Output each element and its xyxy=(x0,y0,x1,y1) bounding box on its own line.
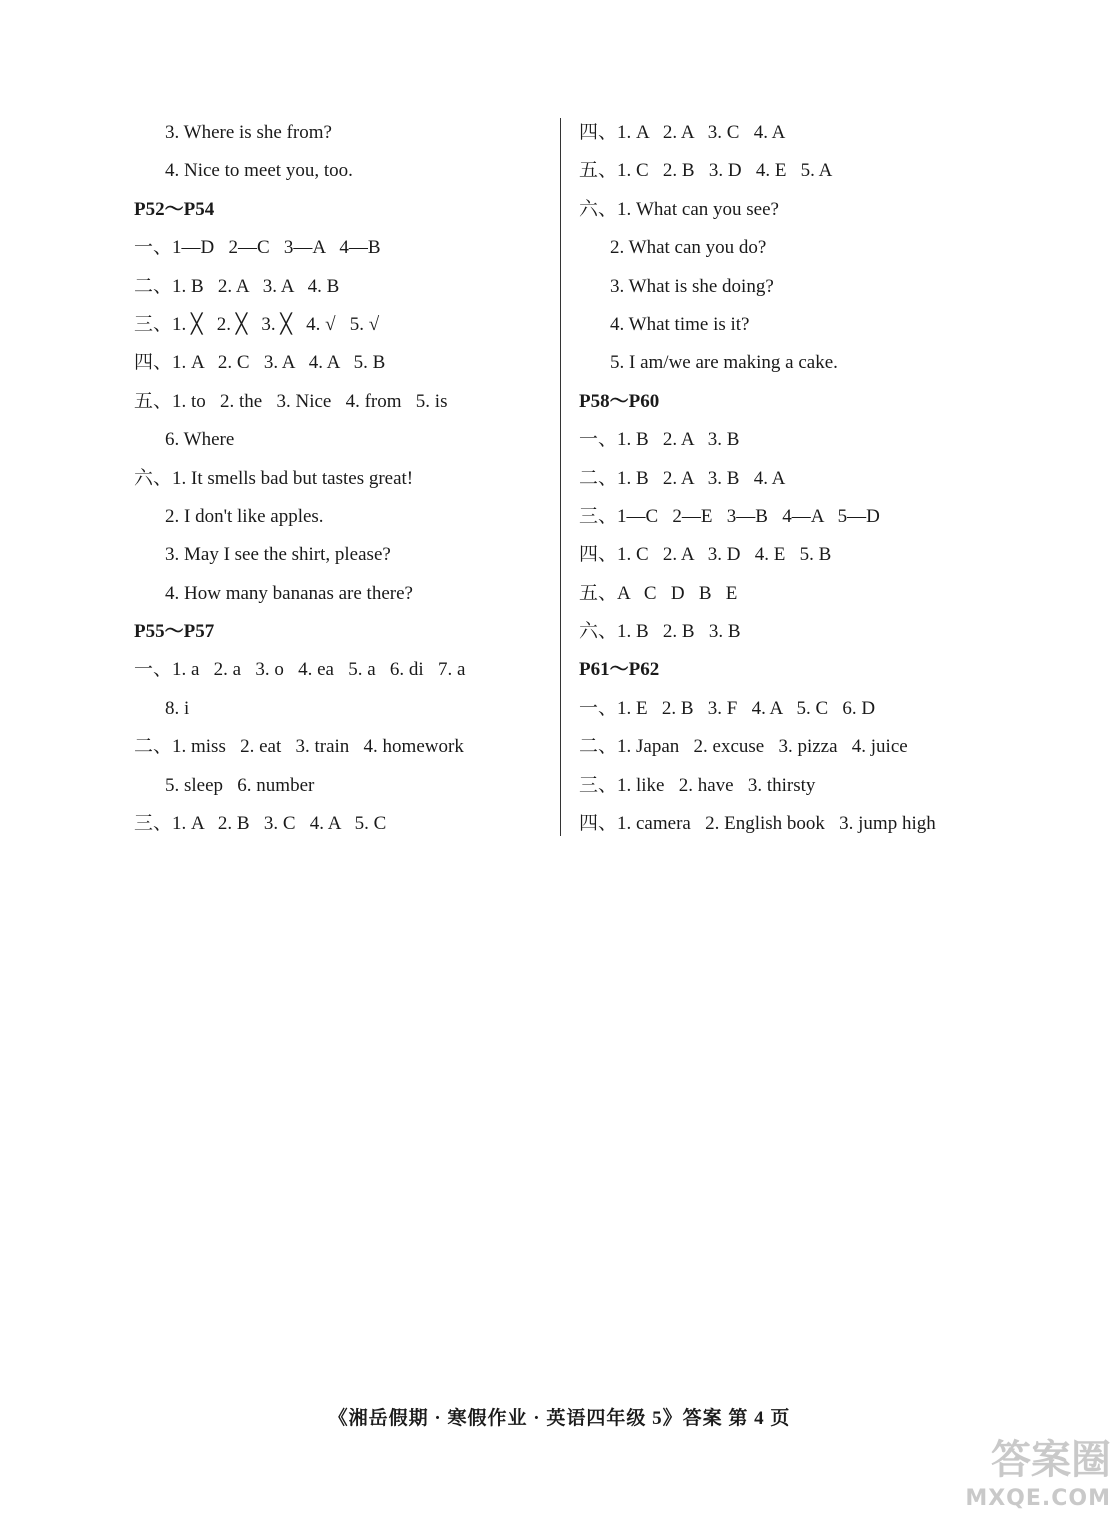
page-footer: 《湘岳假期 · 寒假作业 · 英语四年级 5》答案 第 4 页 xyxy=(328,1408,791,1429)
answer-line: 2. I don't like apples. xyxy=(165,505,324,527)
watermark-logo xyxy=(961,1434,1111,1530)
answer-line: 8. i xyxy=(165,697,190,719)
answer-line: 5. sleep 6. number xyxy=(165,774,315,796)
section-heading: P52～P54 xyxy=(134,198,215,220)
answer-line: 六、1. It smells bad but tastes great! xyxy=(134,467,414,489)
answer-line: 2. What can you do? xyxy=(610,237,767,259)
answer-line: 一、1—D 2—C 3—A 4—B xyxy=(134,237,381,259)
section-heading: P55～P57 xyxy=(134,621,215,643)
answer-line: 三、1—C 2—E 3—B 4—A 5—D xyxy=(579,505,880,527)
watermark-logo-url: MXQE.COM xyxy=(965,1486,1111,1511)
answer-line: 5. I am/we are making a cake. xyxy=(610,352,838,374)
answer-line: 4. How many bananas are there? xyxy=(165,582,413,604)
answer-line: 六、1. What can you see? xyxy=(579,198,779,220)
answer-line: 五、1. to 2. the 3. Nice 4. from 5. is xyxy=(134,390,448,412)
answer-line: 3. Where is she from? xyxy=(165,122,332,143)
answer-line: 五、1. C 2. B 3. D 4. E 5. A xyxy=(579,160,833,182)
answer-line: 4. Nice to meet you, too. xyxy=(165,160,353,182)
answer-line: 二、1. Japan 2. excuse 3. pizza 4. juice xyxy=(579,736,908,758)
column-divider xyxy=(560,118,561,836)
answer-line: 二、1. B 2. A 3. B 4. A xyxy=(579,467,786,489)
answer-line: 4. What time is it? xyxy=(610,313,750,335)
left-column xyxy=(134,114,544,843)
watermark-logo-text: 答案圈 xyxy=(991,1437,1111,1483)
answer-line: 二、1. miss 2. eat 3. train 4. homework xyxy=(134,736,464,758)
answer-line: 六、1. B 2. B 3. B xyxy=(579,621,741,643)
answer-line: 四、1. camera 2. English book 3. jump high xyxy=(579,813,936,835)
answer-line: 四、1. A 2. A 3. C 4. A xyxy=(579,122,786,143)
answer-line: 3. What is she doing? xyxy=(610,275,774,297)
answer-line: 三、1. like 2. have 3. thirsty xyxy=(579,774,816,796)
answer-line: 四、1. C 2. A 3. D 4. E 5. B xyxy=(579,544,832,566)
answer-line: 三、1. ╳ 2. ╳ 3. ╳ 4. √ 5. √ xyxy=(134,313,380,335)
section-heading: P58～P60 xyxy=(579,390,660,412)
right-column xyxy=(579,114,999,843)
section-heading: P61～P62 xyxy=(579,659,660,681)
answer-line: 三、1. A 2. B 3. C 4. A 5. C xyxy=(134,813,387,835)
answer-line: 一、1. B 2. A 3. B xyxy=(579,429,740,451)
answer-line: 四、1. A 2. C 3. A 4. A 5. B xyxy=(134,352,386,374)
answer-line: 二、1. B 2. A 3. A 4. B xyxy=(134,275,340,297)
answer-line: 3. May I see the shirt, please? xyxy=(165,544,391,566)
answer-line: 一、1. E 2. B 3. F 4. A 5. C 6. D xyxy=(579,697,876,719)
answer-line: 6. Where xyxy=(165,429,235,451)
answer-line: 五、A C D B E xyxy=(579,582,738,604)
answer-line: 一、1. a 2. a 3. o 4. ea 5. a 6. di 7. a xyxy=(134,659,466,681)
